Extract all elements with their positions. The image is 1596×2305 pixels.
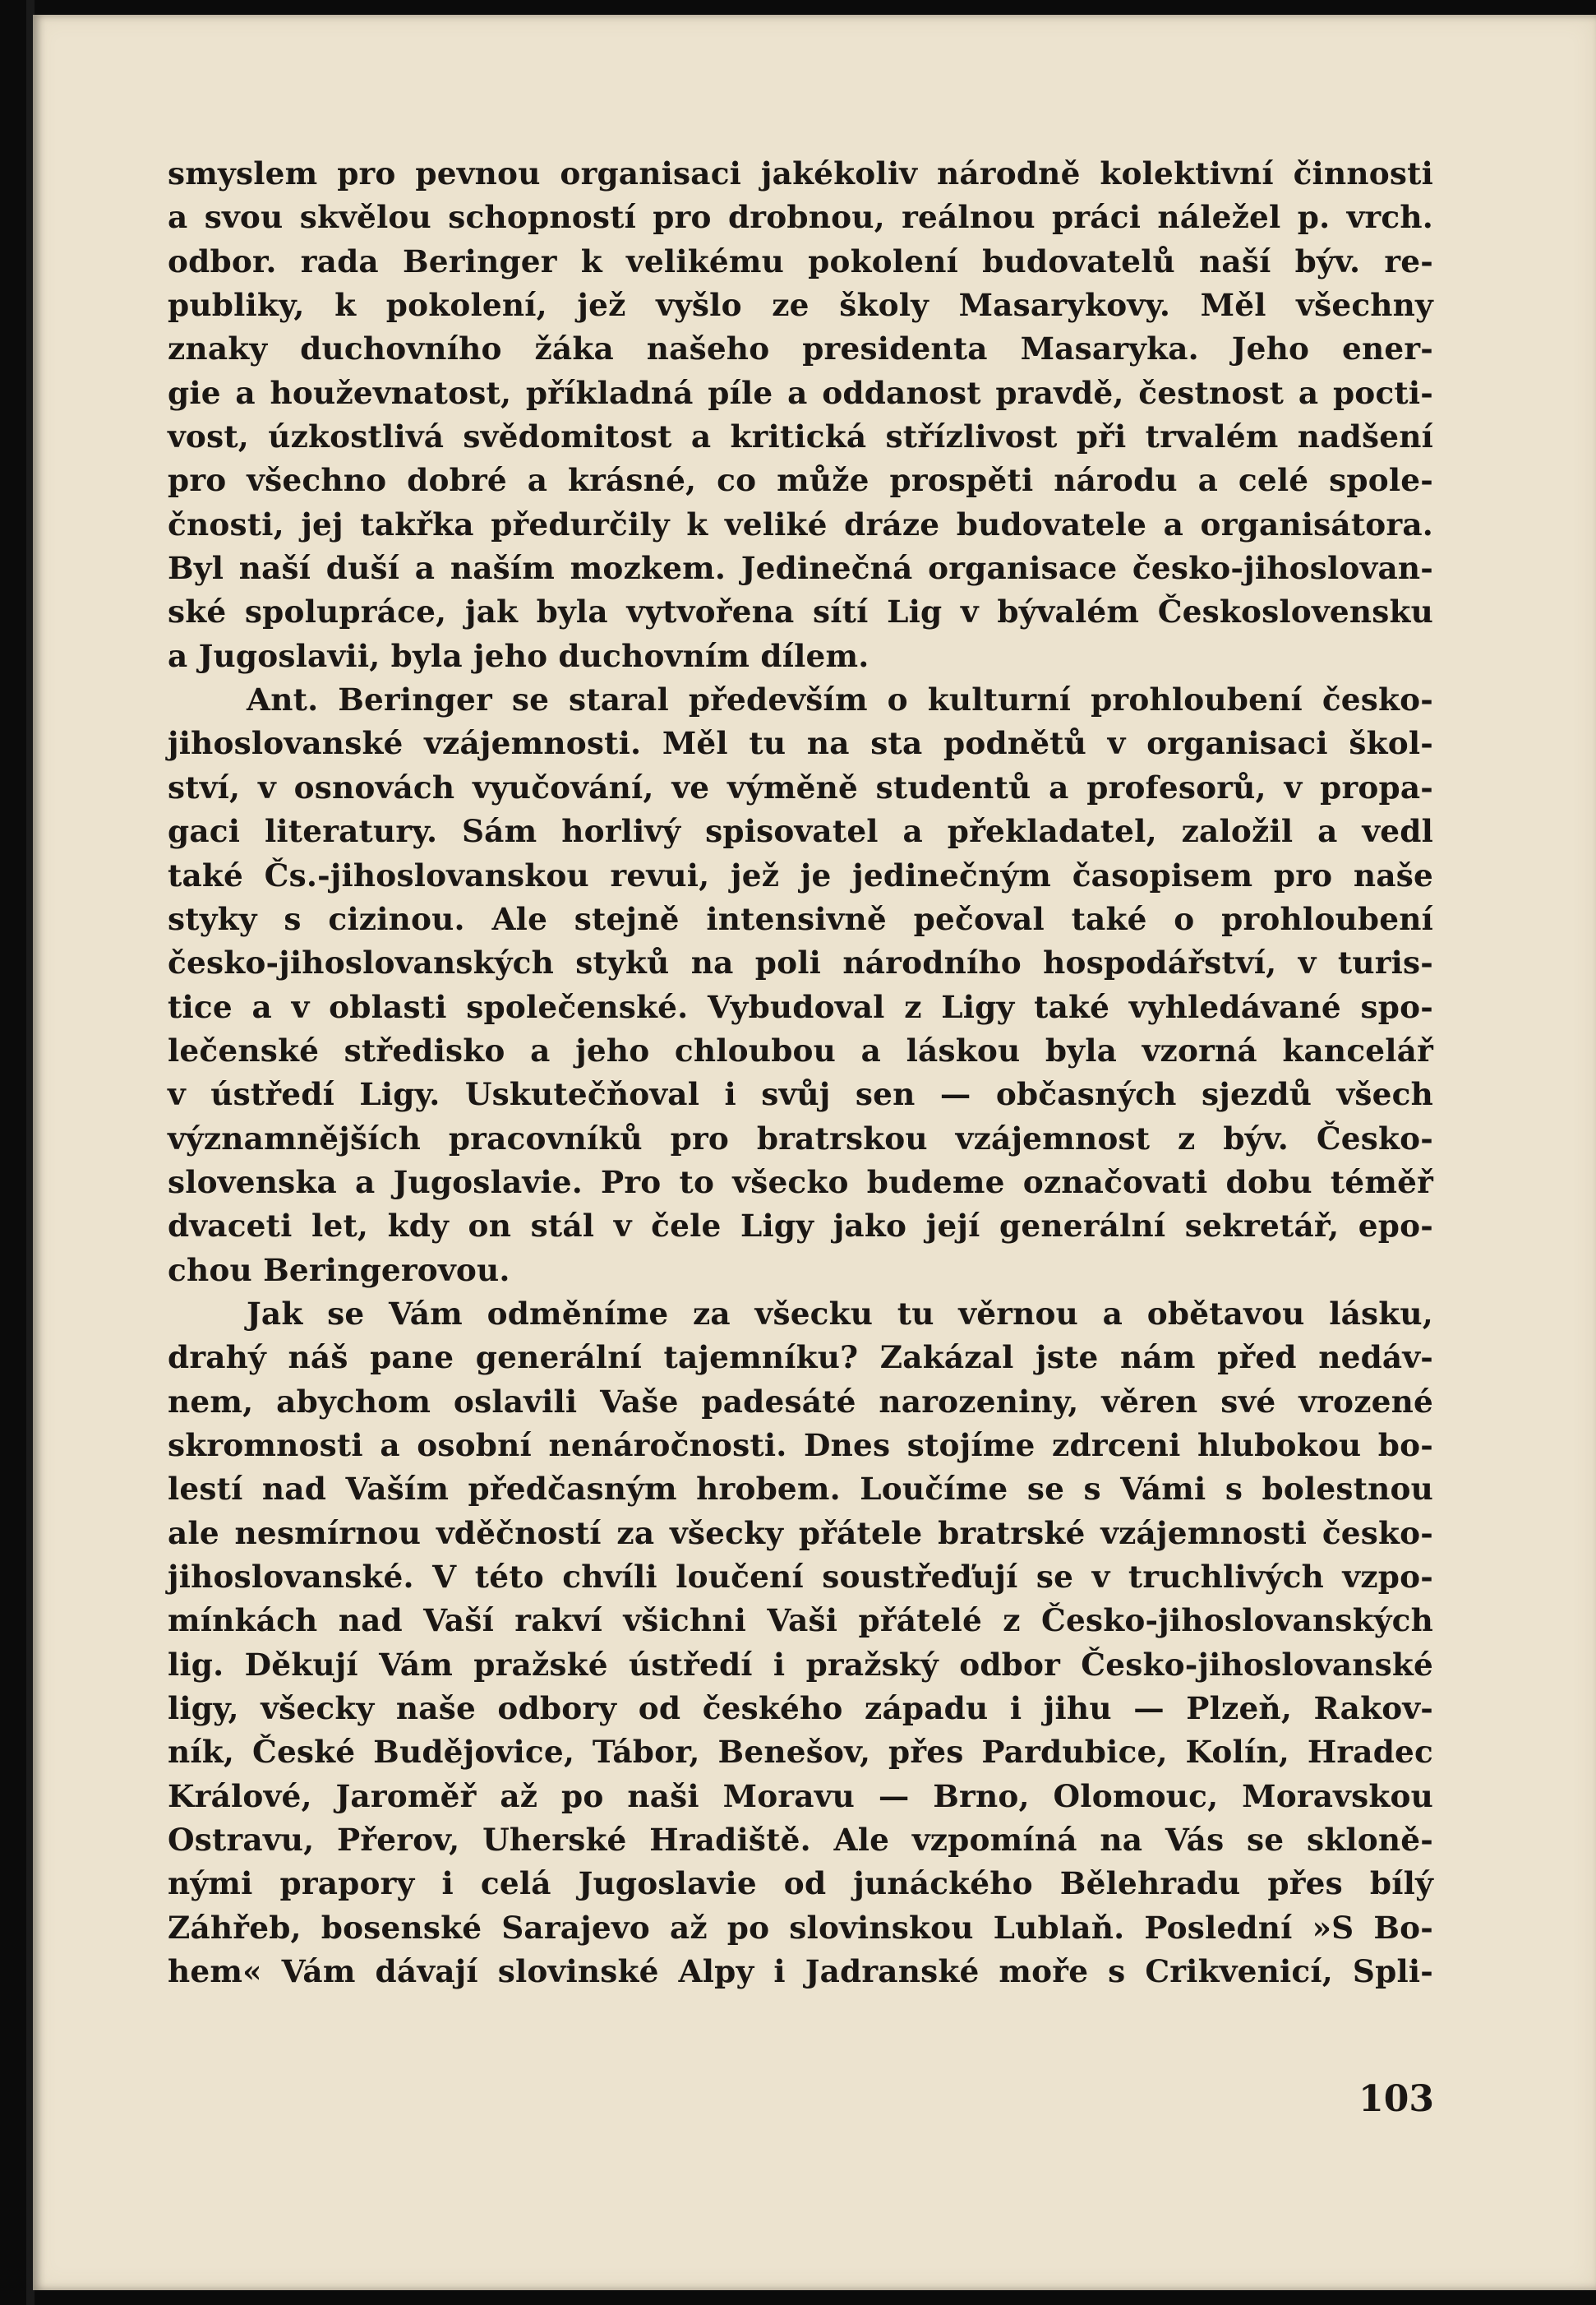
text-line: vost, úzkostlivá svědomitost a kritická střízlivost při trvalém nadšení (168, 418, 1433, 455)
text-line: lig. Děkují Vám pražské ústředí i pražský odbor Česko-jihoslovanské (168, 1646, 1433, 1683)
text-line: mínkách nad Vaší rakví všichni Vaši přátelé z Česko-jihoslovanských (168, 1602, 1433, 1639)
text-line: čnosti, jej takřka předurčily k veliké dráze budovatele a organisátora. (168, 506, 1433, 543)
text-line: lestí nad Vaším předčasným hrobem. Loučíme se s Vámi s bolestnou (168, 1471, 1433, 1508)
text-line: česko-jihoslovanských styků na poli národního hospodářství, v turis- (168, 945, 1433, 982)
text-line: jihoslovanské. V této chvíli loučení soustřeďují se v truchlivých vzpo- (168, 1559, 1433, 1595)
text-line: Záhřeb, bosenské Sarajevo až po slovinskou Lublaň. Poslední »S Bo- (168, 1909, 1433, 1946)
text-line: slovenska a Jugoslavie. Pro to všecko budeme označovati dobu téměř (168, 1163, 1433, 1200)
text-line: smyslem pro pevnou organisaci jakékoliv národně kolektivní činnosti (168, 155, 1433, 192)
text-line: a svou skvělou schopností pro drobnou, reálnou práci náležel p. vrch. (168, 199, 1433, 236)
text-line: Jak se Vám odměníme za všecku tu věrnou a obětavou lásku, (247, 1295, 1433, 1332)
page-number: 103 (1358, 2078, 1434, 2120)
text-line: styky s cizinou. Ale stejně intensivně pečoval také o prohloubení (168, 900, 1433, 937)
text-line: Ant. Beringer se staral především o kulturní prohloubení česko- (247, 681, 1433, 718)
text-line: ligy, všecky naše odbory od českého západu i jihu — Plzeň, Rakov- (168, 1690, 1433, 1727)
text-line: Králové, Jaroměř až po naši Moravu — Brno, Olomouc, Moravskou (168, 1777, 1433, 1814)
body-text (168, 152, 1433, 1993)
text-line: nými prapory i celá Jugoslavie od junáckého Bělehradu přes bílý (168, 1865, 1433, 1902)
text-line: drahý náš pane generální tajemníku? Zakázal jste nám před nedáv- (168, 1339, 1433, 1376)
text-line: ské spolupráce, jak byla vytvořena sítí Lig v bývalém Československu (168, 594, 1433, 631)
text-line: Ostravu, Přerov, Uherské Hradiště. Ale vzpomíná na Vás se skloně- (168, 1822, 1433, 1859)
text-line: dvaceti let, kdy on stál v čele Ligy jako její generální sekretář, epo- (168, 1208, 1433, 1245)
text-line: ství, v osnovách vyučování, ve výměně studentů a profesorů, v propa- (168, 769, 1433, 806)
text-line: skromnosti a osobní nenáročnosti. Dnes stojíme zdrceni hlubokou bo- (168, 1426, 1433, 1463)
text-line: odbor. rada Beringer k velikému pokolení budovatelů naší býv. re- (168, 243, 1433, 279)
text-line: také Čs.-jihoslovanskou revui, jež je jedinečným časopisem pro naše (168, 857, 1433, 894)
text-line: tice a v oblasti společenské. Vybudoval z Ligy také vyhledávané spo- (168, 988, 1433, 1025)
text-line: významnějších pracovníků pro bratrskou vzájemnost z býv. Česko- (168, 1120, 1433, 1157)
text-line: znaky duchovního žáka našeho presidenta Masaryka. Jeho ener- (168, 330, 1433, 367)
text-line: jihoslovanské vzájemnosti. Měl tu na sta podnětů v organisaci škol- (168, 725, 1433, 762)
text-line: hem« Vám dávají slovinské Alpy i Jadranské moře s Crikvenicí, Spli- (168, 1953, 1433, 1990)
text-line: pro všechno dobré a krásné, co může prospěti národu a celé spole- (168, 462, 1433, 499)
text-line: gaci literatury. Sám horlivý spisovatel a překladatel, založil a vedl (168, 813, 1433, 850)
text-line: a Jugoslavii, byla jeho duchovním dílem. (168, 637, 869, 674)
text-line: gie a houževnatost, příkladná píle a oddanost pravdě, čestnost a pocti- (168, 374, 1433, 411)
text-line: nem, abychom oslavili Vaše padesáté narozeniny, věren své vrozené (168, 1383, 1433, 1420)
text-line: publiky, k pokolení, jež vyšlo ze školy Masarykovy. Měl všechny (168, 287, 1433, 324)
text-line: ník, České Budějovice, Tábor, Benešov, přes Pardubice, Kolín, Hradec (168, 1734, 1433, 1771)
text-line: chou Beringerovou. (168, 1251, 510, 1288)
text-line: ale nesmírnou vděčností za všecky přátele bratrské vzájemnosti česko- (168, 1514, 1433, 1551)
text-line: v ústředí Ligy. Uskutečňoval i svůj sen — občasných sjezdů všech (168, 1076, 1433, 1113)
text-line: Byl naší duší a naším mozkem. Jedinečná organisace česko-jihoslovan- (168, 550, 1433, 587)
text-line: lečenské středisko a jeho chloubou a láskou byla vzorná kancelář (168, 1032, 1433, 1069)
